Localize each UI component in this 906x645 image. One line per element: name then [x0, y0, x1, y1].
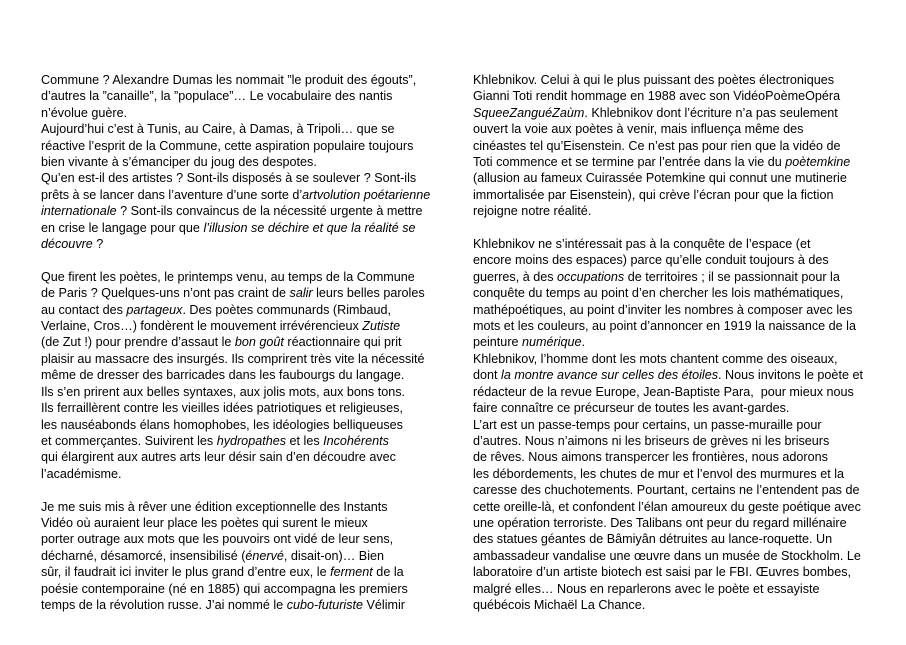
text-line: [41, 548, 471, 564]
text-segment: conquête du temps au point d’en chercher les lois mathématiques,: [473, 286, 844, 301]
paragraph: [41, 499, 471, 614]
text-line: [41, 515, 471, 531]
text-line: [473, 466, 893, 482]
text-line: [41, 384, 471, 400]
text-line: [473, 318, 893, 334]
text-line: [473, 121, 893, 137]
text-line: [41, 318, 471, 334]
text-segment: Khlebnikov. Celui à qui le plus puissant des poètes électroniques: [473, 73, 835, 87]
text-segment: au contact des: [41, 302, 127, 317]
paragraph: [473, 236, 893, 613]
text-segment: Commune ? Alexandre Dumas les nommait ”le produit des égouts”,: [41, 73, 417, 87]
text-segment: Khlebnikov ne s’intéressait pas à la conquête de l’espace (et: [473, 237, 811, 252]
text-line: [473, 433, 893, 449]
text-line: [473, 203, 893, 219]
text-line: [41, 449, 471, 465]
text-segment: une opération terroriste. Des Talibans ont peur du regard millénaire: [473, 515, 847, 530]
text-line: [41, 138, 471, 154]
text-line: [41, 154, 471, 170]
text-segment: Vidéo où auraient leur place les poètes qui surent le mieux: [41, 515, 368, 530]
text-segment: . Khlebnikov dont l’écriture n’a pas seulement: [584, 105, 838, 120]
text-line: [473, 597, 893, 613]
text-line: [473, 515, 893, 531]
text-segment: temps de la révolution russe. J’ai nommé le: [41, 597, 287, 612]
italic-text: hydropathes: [216, 433, 287, 448]
text-segment: ?: [92, 237, 104, 252]
text-line: [41, 466, 471, 482]
text-segment: décharné, désamorcé, insensibilisé (: [41, 548, 246, 563]
text-segment: sûr, il faudrait ici inviter le plus grand d’entre eux, le: [41, 565, 331, 580]
text-line: [473, 138, 893, 154]
text-segment: rédacteur de la revue Europe, Jean-Baptiste Para, pour mieux nous: [473, 384, 854, 399]
text-segment: n’évolue guère.: [41, 105, 128, 120]
text-segment: dont: [473, 368, 502, 383]
text-line: [473, 154, 893, 170]
text-segment: cette oreille-là, et confondent l’élan amoureux du geste poétique avec: [473, 499, 861, 514]
text-line: [473, 187, 893, 203]
text-line: [41, 187, 471, 203]
text-line: [473, 449, 893, 465]
text-segment: cinéastes tel qu’Eisenstein. Ce n’est pas pour rien que la vidéo de: [473, 138, 841, 153]
italic-text: partageux: [126, 302, 183, 317]
text-segment: Verlaine, Cros…) fondèrent le mouvement irrévérencieux: [41, 319, 363, 334]
text-line: [473, 334, 893, 350]
left-column: [41, 72, 471, 630]
text-line: [41, 203, 471, 219]
italic-text: Zutiste: [362, 319, 401, 334]
italic-text: numérique: [522, 335, 582, 350]
text-segment: Khlebnikov, l’homme dont les mots chantent comme des oiseaux,: [473, 351, 838, 366]
text-segment: Gianni Toti rendit hommage en 1988 avec son VidéoPoèmeOpéra: [473, 89, 841, 104]
text-segment: Vélimir: [363, 597, 405, 612]
text-segment: ambassadeur vandalise une œuvre dans un musée de Stockholm. Le: [473, 548, 861, 563]
text-segment: mathépoétiques, au point d’inviter les nombres à composer avec les: [473, 302, 853, 317]
text-line: [41, 285, 471, 301]
text-segment: porter outrage aux mots que les pouvoirs ont vidé de leur sens,: [41, 532, 394, 547]
italic-text: l’illusion se déchire et que la réalité se: [203, 220, 416, 235]
text-segment: . Nous invitons le poète et: [718, 368, 863, 383]
text-segment: .: [581, 335, 586, 350]
text-segment: Je me suis mis à rêver une édition exceptionnelle des Instants: [41, 499, 388, 514]
text-line: [473, 367, 893, 383]
text-segment: les débordements, les chutes de mur et l’envol des murmures et la: [473, 466, 844, 481]
text-segment: l’académisme.: [41, 466, 122, 481]
text-segment: de la: [372, 565, 404, 580]
text-line: [473, 285, 893, 301]
text-segment: . Des poètes communards (Rimbaud,: [182, 302, 392, 317]
text-line: [41, 417, 471, 433]
paragraph: [473, 72, 893, 220]
text-segment: (de Zut !) pour prendre d’assaut le: [41, 335, 235, 350]
text-segment: faire connaître ce précurseur de toutes les avant-gardes.: [473, 401, 790, 416]
text-segment: laboratoire d’un artiste biotech est saisi par le FBI. Œuvres bombes,: [473, 565, 851, 580]
text-line: [41, 236, 471, 252]
text-line: [473, 72, 893, 88]
text-segment: Aujourd’hui c’est à Tunis, au Caire, à Damas, à Tripoli… que se: [41, 122, 395, 137]
italic-text: Incohérents: [323, 433, 389, 448]
text-segment: mots et les couleurs, au point d’annoncer en 1919 la naissance de la: [473, 319, 856, 334]
right-column: [473, 72, 893, 630]
italic-text: énervé: [245, 548, 284, 563]
text-line: [41, 531, 471, 547]
text-segment: ouvert la voie aux poètes à venir, mais influença même des: [473, 122, 804, 137]
text-line: [473, 564, 893, 580]
text-segment: de rêves. Nous aimons transpercer les frontières, nous adorons: [473, 450, 828, 465]
text-segment: , disait-on)… Bien: [283, 548, 385, 563]
text-segment: même de dresser des barricades dans les faubourgs du langage.: [41, 368, 405, 383]
italic-text: occupations: [557, 269, 625, 284]
text-segment: et commerçantes. Suivirent les: [41, 433, 217, 448]
text-segment: bien vivante à s’émanciper du joug des despotes.: [41, 155, 317, 170]
text-segment: leurs belles paroles: [312, 286, 425, 301]
italic-text: cubo-futuriste: [286, 597, 364, 612]
text-segment: ? Sont-ils convaincus de la nécessité urgente à mettre: [116, 204, 423, 219]
text-segment: guerres, à des: [473, 269, 558, 284]
text-line: [473, 351, 893, 367]
text-line: [41, 597, 471, 613]
text-line: [41, 351, 471, 367]
text-line: [473, 548, 893, 564]
italic-text: poètemkine: [785, 155, 851, 170]
text-segment: en crise le langage pour que: [41, 220, 204, 235]
text-line: [41, 105, 471, 121]
text-line: [473, 581, 893, 597]
text-line: [41, 581, 471, 597]
italic-text: ferment: [330, 565, 373, 580]
text-segment: Toti commence et se termine par l’entrée dans la vie du: [473, 155, 786, 170]
text-line: [41, 499, 471, 515]
text-line: [41, 564, 471, 580]
text-segment: de Paris ? Quelques-uns n’ont pas craint de: [41, 286, 290, 301]
text-segment: qui élargirent aux autres arts leur désir sain d’en découdre avec: [41, 450, 396, 465]
italic-text: salir: [289, 286, 313, 301]
text-line: [41, 367, 471, 383]
paragraph: [41, 269, 471, 482]
text-segment: les nauséabonds élans homophobes, les idéologies belliqueuses: [41, 417, 403, 432]
text-segment: caresse des chuchotements. Pourtant, certains ne l’entendent pas de: [473, 483, 860, 498]
text-segment: L’art est un passe-temps pour certains, un passe-muraille pour: [473, 417, 822, 432]
text-line: [473, 269, 893, 285]
italic-text: artvolution poétarienne: [302, 187, 431, 202]
text-line: [41, 121, 471, 137]
text-line: [41, 400, 471, 416]
text-line: [473, 482, 893, 498]
text-segment: encore moins des espaces) parce qu’elle conduit toujours à des: [473, 253, 829, 268]
text-line: [41, 269, 471, 285]
text-line: [41, 334, 471, 350]
text-segment: prêts à se lancer dans l’aventure d’une sorte d’: [41, 187, 303, 202]
italic-text: SqueeZanguéZaùm: [473, 105, 585, 120]
paragraph: [41, 72, 471, 252]
text-segment: peinture: [473, 335, 523, 350]
text-segment: québécois Michaël La Chance.: [473, 597, 646, 612]
text-segment: poésie contemporaine (né en 1885) qui accompagna les premiers: [41, 581, 408, 596]
text-line: [473, 400, 893, 416]
text-segment: des statues géantes de Bâmiyân détruites au lance-roquette. Un: [473, 532, 833, 547]
text-segment: réactionnaire qui prit: [283, 335, 402, 350]
text-segment: réactive l’esprit de la Commune, cette aspiration populaire toujours: [41, 138, 414, 153]
italic-text: bon goût: [234, 335, 284, 350]
italic-text: découvre: [41, 237, 93, 252]
italic-text: la montre avance sur celles des étoiles: [501, 368, 719, 383]
text-line: [41, 88, 471, 104]
text-segment: plaisir au massacre des insurgés. Ils comprirent très vite la nécessité: [41, 351, 425, 366]
text-line: [41, 220, 471, 236]
text-line: [41, 302, 471, 318]
text-line: [473, 531, 893, 547]
italic-text: internationale: [41, 204, 117, 219]
text-line: [473, 170, 893, 186]
text-segment: et les: [286, 433, 324, 448]
text-line: [473, 88, 893, 104]
text-line: [473, 417, 893, 433]
text-line: [473, 302, 893, 318]
text-line: [41, 433, 471, 449]
text-segment: de territoires ; il se passionnait pour la: [624, 269, 840, 284]
text-line: [41, 170, 471, 186]
text-segment: Qu’en est-il des artistes ? Sont-ils disposés à se soulever ? Sont-ils: [41, 171, 417, 186]
text-segment: Que firent les poètes, le printemps venu, au temps de la Commune: [41, 269, 415, 284]
text-segment: rejoigne notre réalité.: [473, 204, 592, 219]
text-line: [473, 236, 893, 252]
text-line: [473, 252, 893, 268]
text-segment: (allusion au fameux Cuirassée Potemkine qui connut une mutinerie: [473, 171, 847, 186]
text-segment: immortalisée par Eisenstein), qui crève l’écran pour que la fiction: [473, 187, 834, 202]
text-segment: Ils ferraillèrent contre les vieilles idées patriotiques et religieuses,: [41, 401, 403, 416]
text-line: [473, 384, 893, 400]
text-line: [473, 499, 893, 515]
text-segment: malgré elles… Nous en reparlerons avec le poète et essayiste: [473, 581, 820, 596]
text-segment: Ils s’en prirent aux belles syntaxes, aux jolis mots, aux bons tons.: [41, 384, 405, 399]
text-line: [473, 105, 893, 121]
text-segment: d’autres. Nous n’aimons ni les briseurs de grèves ni les briseurs: [473, 433, 830, 448]
text-line: [41, 72, 471, 88]
text-segment: d’autres la ”canaille”, la ”populace”… Le vocabulaire des nantis: [41, 89, 393, 104]
